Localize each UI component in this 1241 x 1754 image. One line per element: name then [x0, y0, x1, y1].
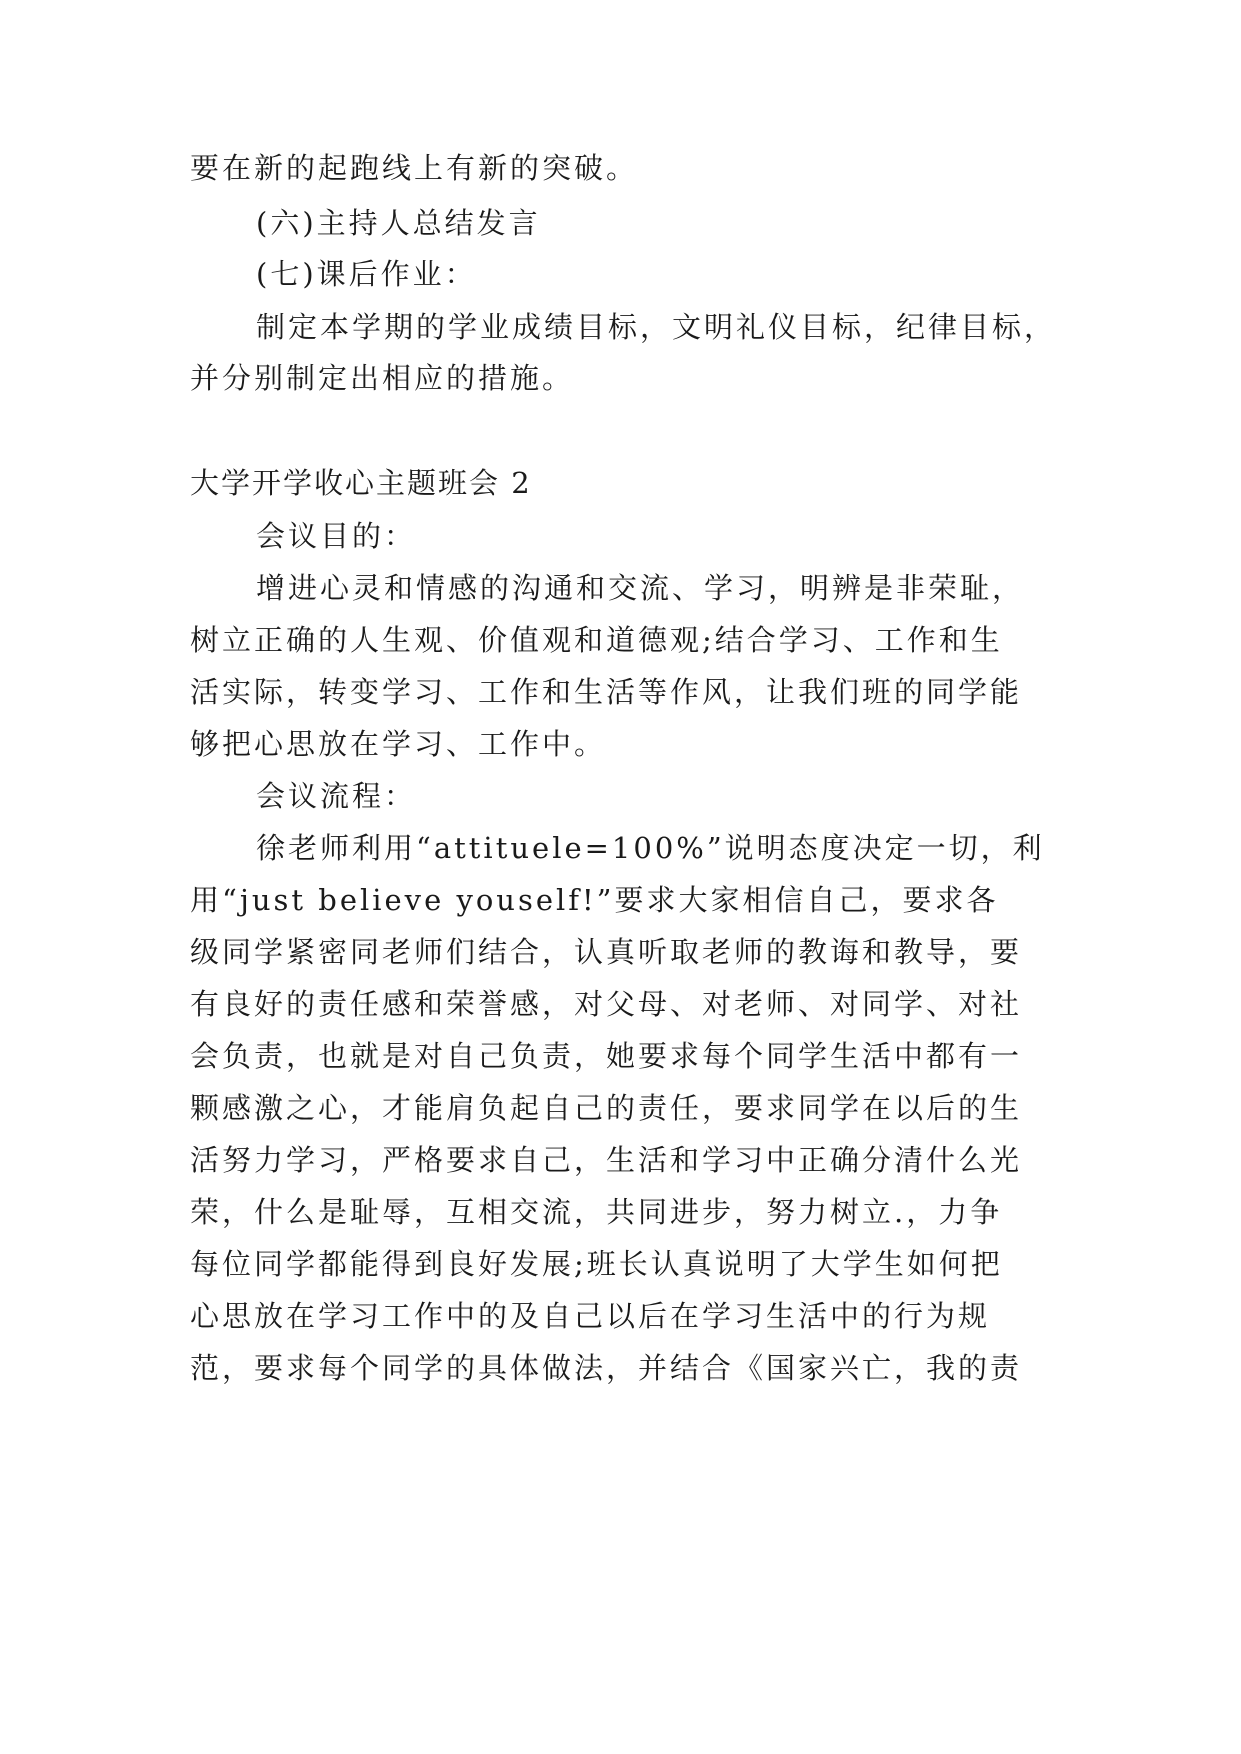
section-heading: (七)课后作业：: [256, 257, 477, 291]
paragraph-line: 范，要求每个同学的具体做法，并结合《国家兴亡，我的责: [190, 1351, 1023, 1385]
paragraph-line: 要在新的起跑线上有新的突破。: [190, 151, 639, 185]
paragraph-line: 增进心灵和情感的沟通和交流、学习，明辨是非荣耻，: [256, 571, 1025, 605]
section-heading: 会议目的：: [256, 519, 417, 553]
paragraph-line: 制定本学期的学业成绩目标，文明礼仪目标，纪律目标，: [256, 310, 1057, 344]
section-heading: 会议流程：: [256, 779, 417, 813]
paragraph-line: 心思放在学习工作中的及自己以后在学习生活中的行为规: [190, 1299, 991, 1333]
section-heading: (六)主持人总结发言: [256, 206, 541, 240]
paragraph-line: 徐老师利用“attituele=100%”说明态度决定一切，利: [256, 831, 1045, 865]
paragraph-line: 会负责，也就是对自己负责，她要求每个同学生活中都有一: [190, 1039, 1023, 1073]
document-title: 大学开学收心主题班会 2: [190, 466, 532, 500]
paragraph-line: 活努力学习，严格要求自己，生活和学习中正确分清什么光: [190, 1143, 1023, 1177]
paragraph-line: 每位同学都能得到良好发展;班长认真说明了大学生如何把: [190, 1247, 1003, 1281]
paragraph-line: 级同学紧密同老师们结合，认真听取老师的教诲和教导，要: [190, 935, 1023, 969]
paragraph-line: 树立正确的人生观、价值观和道德观;结合学习、工作和生: [190, 623, 1003, 657]
paragraph-line: 活实际，转变学习、工作和生活等作风，让我们班的同学能: [190, 675, 1023, 709]
paragraph-line: 够把心思放在学习、工作中。: [190, 727, 607, 761]
paragraph-line: 有良好的责任感和荣誉感，对父母、对老师、对同学、对社: [190, 987, 1023, 1021]
paragraph-line: 荣，什么是耻辱，互相交流，共同进步，努力树立.，力争: [190, 1195, 1003, 1229]
paragraph-line: 并分别制定出相应的措施。: [190, 361, 575, 395]
paragraph-line: 颗感激之心，才能肩负起自己的责任，要求同学在以后的生: [190, 1091, 1023, 1125]
paragraph-line: 用“just believe youself!”要求大家相信自己，要求各: [190, 883, 999, 917]
